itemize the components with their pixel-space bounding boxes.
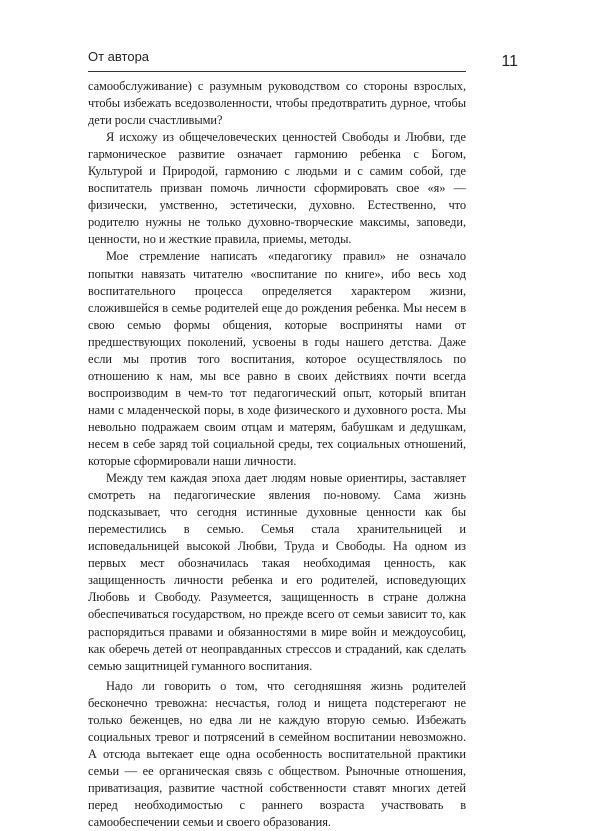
paragraph: Я исхожу из общечеловеческих ценностей Свободы и Любви, где гармоническое развитие означает гармонию ребенка с Богом, Культурой и Природой, гармонию с людьми и с самим собой, где воспитатель призван помочь личности сформировать свое «я» — физически, умственно, эстетически, духовно. Естественно, что родителю нужны не только духовно-творческие максимы, заповеди, ценности, но и жесткие правила, приемы, методы. [88, 130, 466, 247]
paragraph: самообслуживание) с разумным руководством со стороны взрослых, чтобы избежать вседозволенности, чтобы предотвратить дурное, чтобы дети росли счастливыми? [88, 79, 466, 128]
paragraph: Надо ли говорить о том, что сегодняшняя жизнь родителей бесконечно тревожна: несчастья, голод и нищета подстерегают не только беженцев, но едва ли не каждую вторую семью. Избежать социальных тревог и потрясений в семейном воспитании невозможно. А отсюда вытекает еще одна особенность воспитательной практики семьи — ее органическая связь с обществом. Рыночные отношения, приватизация, развитие частной собственности ставят многих детей перед необходимостью с раннего возраста участвовать в самообеспечении семьи и своего образования. [88, 678, 466, 830]
body-text [88, 78, 466, 831]
paragraph: Мое стремление написать «педагогику правил» не означало попытки навязать читателю «воспитание по книге», ибо весь ход воспитательного процесса определяется характером жизни, сложившейся в семье родителей еще до рождения ребенка. Мы несем в свою семью формы общения, которые восприняты нами от предшествующих поколений, усвоены в годы нашего детства. Даже если мы против того воспитания, которое осуществлялось по отношению к нам, мы все равно в своих действиях почти всегда воспроизводим в чем-то тот педагогический опыт, который впитан нами с младенческой поры, в ходе физического и духовного роста. Мы невольно подражаем своим отцам и матерям, бабушкам и дедушкам, несем в себе заряд той социальной среды, тех социальных отношений, которые сформировали наши личности. [88, 249, 466, 469]
paragraph: Между тем каждая эпоха дает людям новые ориентиры, заставляет смотреть на педагогические явления по-новому. Сама жизнь подсказывает, что сегодня истинные духовные ценности как бы переместились в семью. Семья стала хранительницей и исповедальницей высокой Любви, Труда и Свободы. На одном из первых мест обозначилась такая необходимая ценность, как защищенность личности ребенка и его родителей, исповедующих Любовь и Свободу. Разумеется, защищенность в стране должна обеспечиваться государством, но прежде всего от семьи зависит то, как распорядиться правами и обязанностями в мире войн и междоусобиц, как оберечь детей от неоправданных стрессов и страданий, как сделать семью защитницей гуманного воспитания. [88, 471, 466, 673]
section-title: От автора [88, 49, 150, 64]
running-header [88, 49, 518, 68]
page-number: 11 [501, 53, 518, 70]
header-rule [88, 71, 466, 72]
